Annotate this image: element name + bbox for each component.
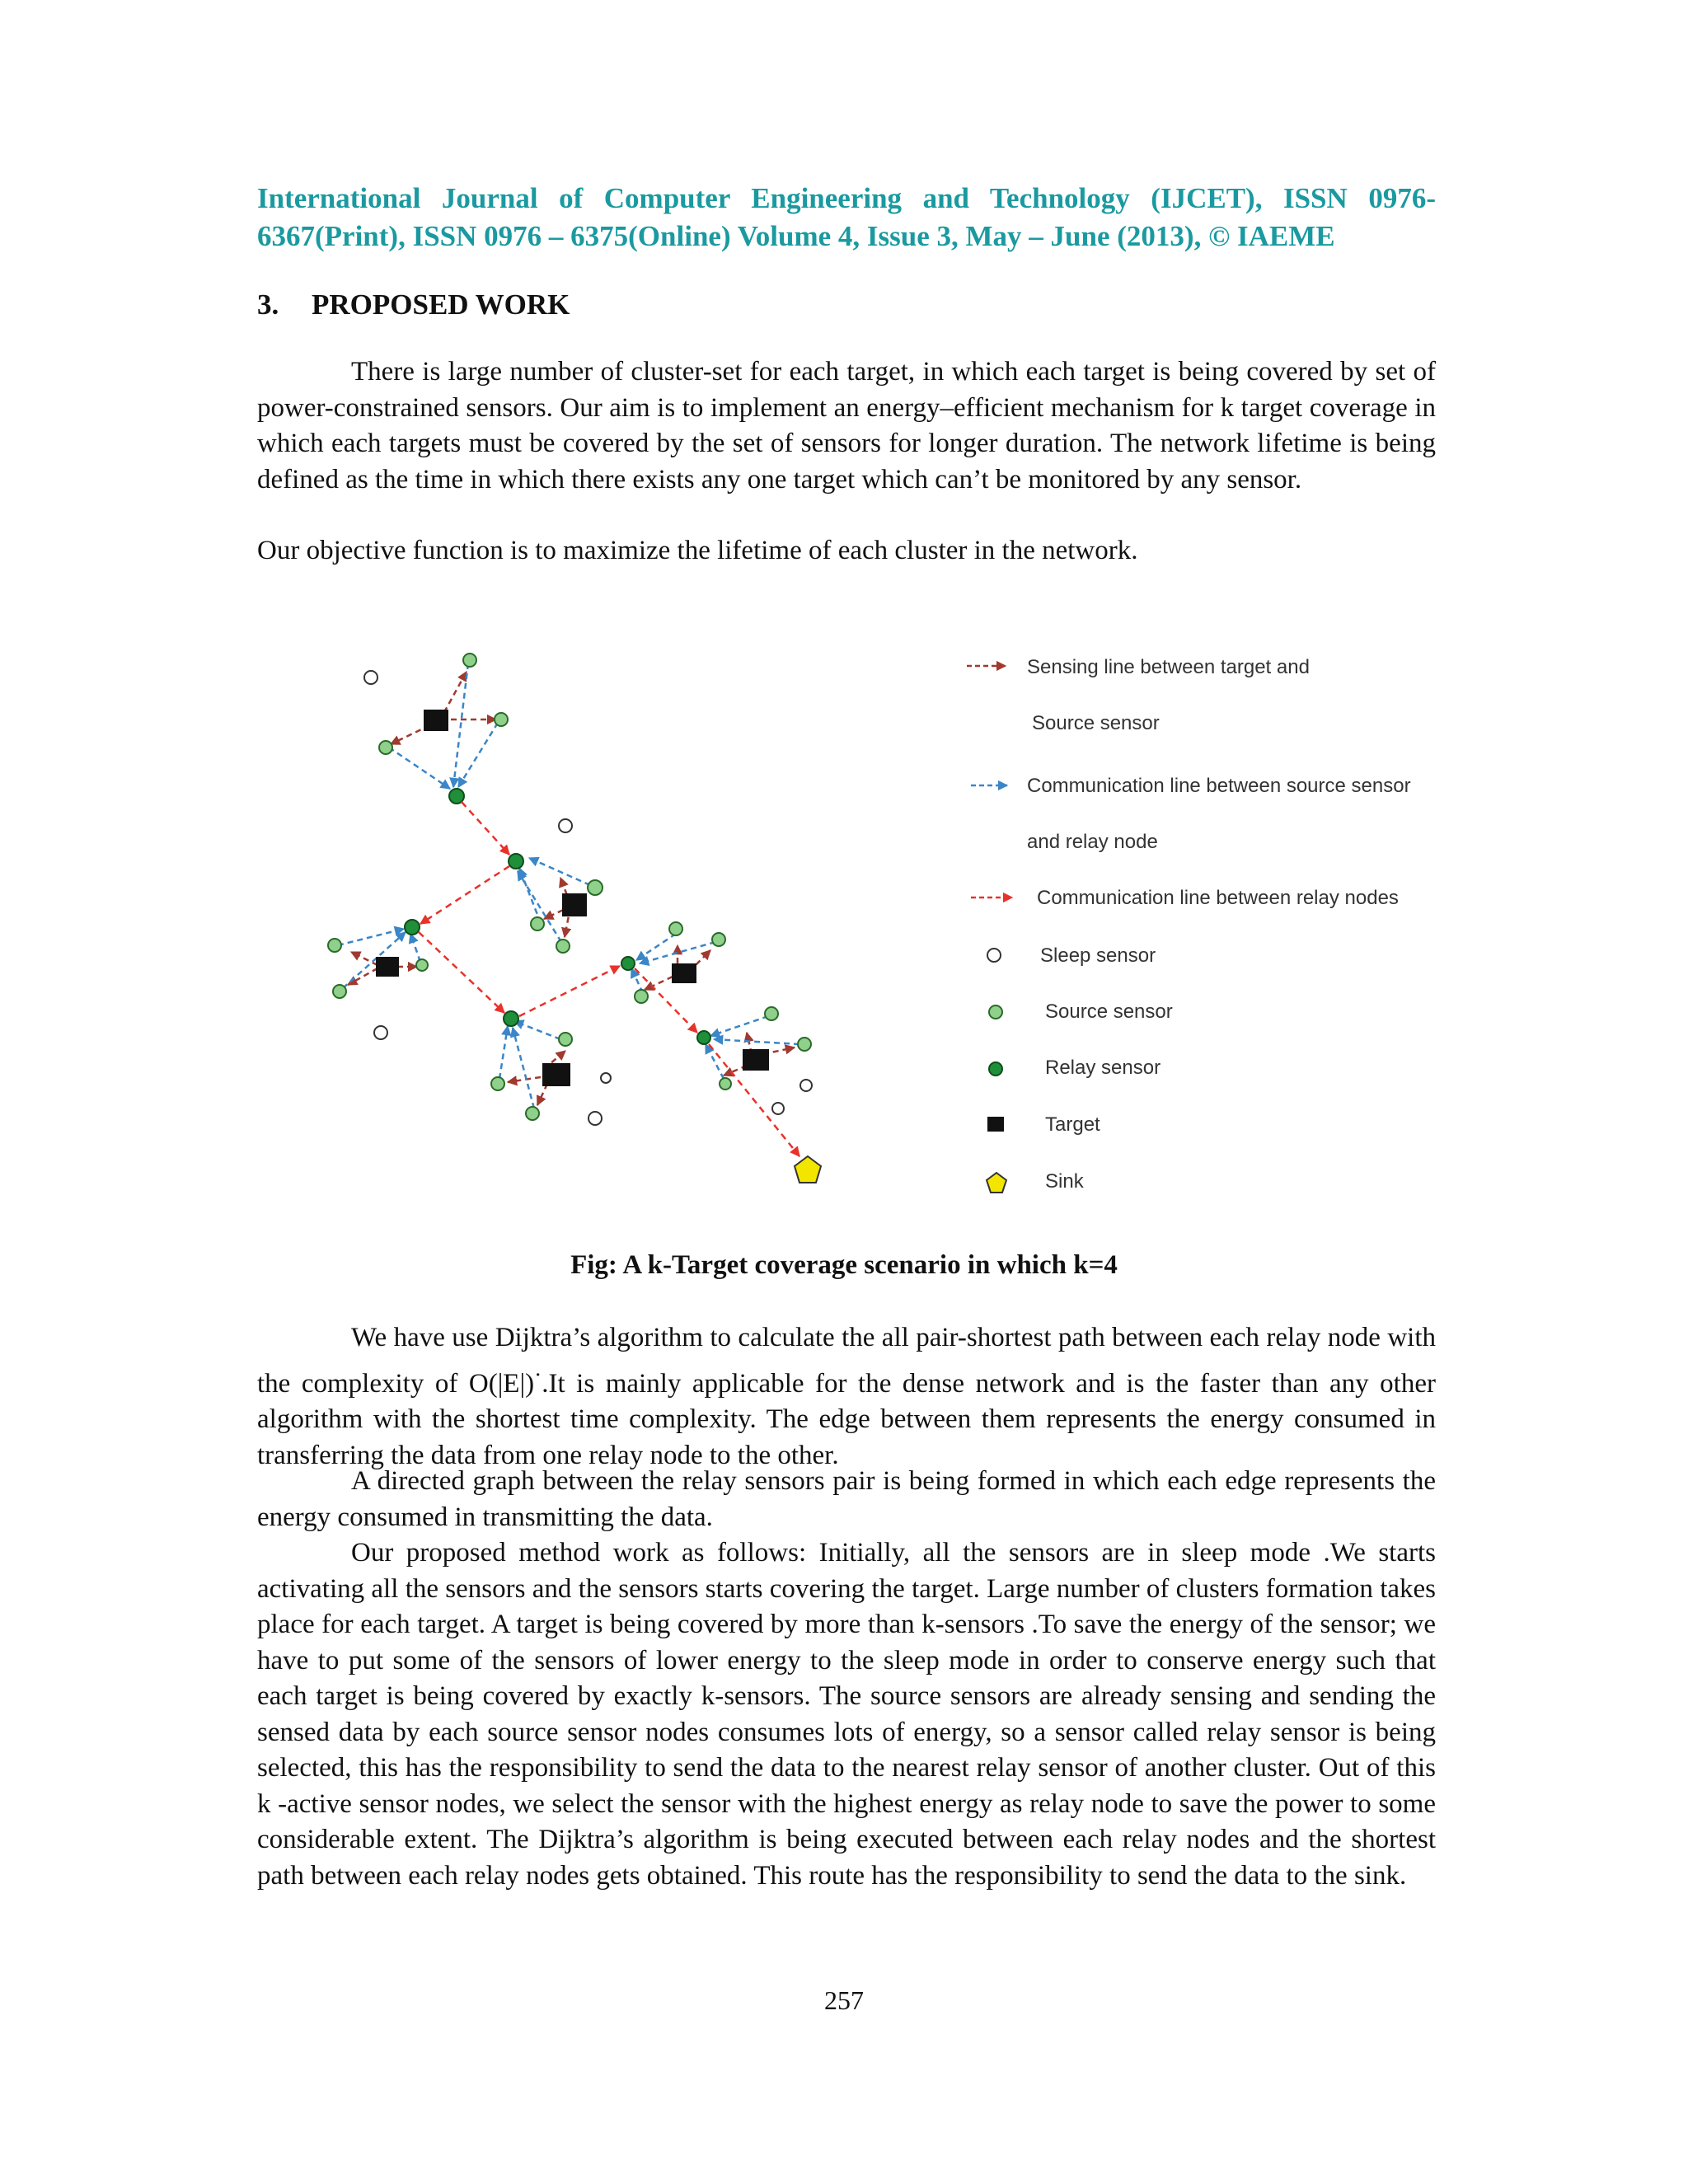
legend-comm-relay-label: Communication line between relay nodes — [1037, 887, 1399, 909]
journal-header — [257, 180, 1436, 255]
figure-caption: Fig: A k-Target coverage scenario in which k=4 — [570, 1250, 1118, 1280]
body-paragraph-3: Our proposed method work as follows: Initially, all the sensors are in sleep mode .We starts activating all the sensors and the sensors starts covering the target. Large number of clusters formation takes place for each target. A target is being covered by more than k-sensors .To save the energy of the sensor; we have to put some of the sensors of lower energy to the sleep mode in order to conserve energy such that each target is being covered by exactly k-sensors. The source sensors are already sensing and sending the sensed data by each source sensor nodes consumes lots of energy, so a sensor called relay sensor is being selected, this has the responsibility to send the data to the nearest relay sensor of another cluster. Out of this k -active sensor nodes, we select the sensor with the highest energy as relay node to save the power to some considerable extent. The Dijktra’s algorithm is being executed between each relay nodes and the shortest path between each relay nodes gets obtained. This route has the responsibility to send the data to the sink. — [257, 1538, 1436, 1891]
journal-header-line-2: 6367(Print), ISSN 0976 – 6375(Online) Volume 4, Issue 3, May – June (2013), © IAEME — [257, 220, 1335, 252]
cluster-1 — [364, 654, 508, 804]
legend-comm-source-relay-label-1: Communication line between source sensor — [1027, 775, 1411, 797]
sleep-sensor-node — [374, 1026, 387, 1039]
body-paragraph-1-superscript: · — [534, 1361, 542, 1387]
coverage-figure — [297, 639, 1451, 1216]
relay-sensor-node — [405, 920, 420, 935]
intro-paragraph-2: Our objective function is to maximize the lifetime of each cluster in the network. — [257, 536, 1138, 565]
intro-paragraph-1: There is large number of cluster-set for each target, in which each target is being covered by set of power-constrained sensors. Our aim is to implement an energy–efficient mechanism for k target coverage in which each targets must be covered by the set of sensors for longer duration. The network lifetime is being defined as the time in which there exists any one target which can’t be monitored by any sensor. — [257, 357, 1436, 494]
section-number: 3. — [257, 288, 279, 321]
section-heading — [257, 287, 570, 323]
legend-relay-label: Relay sensor — [1045, 1057, 1161, 1079]
body-paragraph-1 — [257, 1320, 1436, 1474]
relay-sensor-node — [509, 854, 523, 869]
sleep-sensor-node — [559, 819, 572, 832]
source-sensor-node — [720, 1078, 731, 1090]
body-paragraph-2: A directed graph between the relay sensors pair is being formed in which each edge represents the energy consumed in transmitting the data. — [257, 1466, 1436, 1532]
journal-header-line-1: International Journal of Computer Engineering and Technology (IJCET), ISSN 0976- — [257, 182, 1436, 214]
legend-relay-icon — [989, 1062, 1002, 1076]
target-node — [743, 1049, 769, 1071]
source-sensor-node — [556, 940, 570, 953]
sleep-sensor-node — [800, 1080, 812, 1091]
sleep-sensor-node — [772, 1103, 784, 1114]
source-sensor-node — [712, 933, 725, 946]
body-paragraph-1-part-b: .It is mainly applicable for the dense network and is the faster than any other algorithm with the shortest time complexity. The edge between them represents the energy consumed in transferring the data from one relay node to the other. — [257, 1368, 1436, 1470]
legend-sleep-icon — [987, 949, 1001, 962]
legend — [967, 656, 1411, 1193]
sink-node — [795, 1156, 821, 1183]
target-node — [562, 893, 587, 916]
source-sensor-node — [531, 917, 544, 930]
section-title: PROPOSED WORK — [312, 288, 570, 321]
relay-sensor-node — [504, 1011, 518, 1026]
cluster-3 — [328, 920, 428, 1039]
legend-target-label: Target — [1045, 1113, 1100, 1136]
target-node — [424, 710, 448, 731]
source-sensor-node — [463, 654, 476, 667]
legend-sensing-line-label-2: Source sensor — [1032, 712, 1160, 734]
target-node — [542, 1063, 570, 1086]
target-node — [376, 957, 399, 977]
legend-sink-icon — [987, 1173, 1006, 1193]
legend-source-icon — [989, 1005, 1002, 1019]
legend-target-icon — [987, 1117, 1004, 1132]
source-sensor-node — [333, 985, 346, 998]
legend-comm-source-relay-label-2: and relay node — [1027, 831, 1158, 853]
target-node — [672, 963, 696, 983]
source-sensor-node — [526, 1107, 539, 1120]
cluster-4 — [491, 1011, 611, 1125]
source-sensor-node — [635, 990, 648, 1003]
source-sensor-node — [491, 1077, 504, 1090]
source-sensor-node — [495, 713, 508, 726]
legend-source-label: Source sensor — [1045, 1001, 1173, 1023]
source-sensor-node — [669, 922, 682, 935]
sleep-sensor-node — [364, 671, 377, 684]
page-number: 257 — [824, 1985, 864, 2015]
source-sensor-node — [798, 1038, 811, 1051]
sleep-sensor-node — [588, 1112, 602, 1125]
source-sensor-node — [765, 1007, 778, 1020]
relay-sensor-node — [697, 1031, 710, 1044]
relay-sensor-node — [621, 957, 635, 970]
source-sensor-node — [588, 880, 603, 895]
cluster-2 — [509, 819, 603, 953]
legend-sleep-label: Sleep sensor — [1040, 944, 1156, 967]
source-sensor-node — [559, 1033, 572, 1046]
source-sensor-node — [379, 741, 392, 754]
legend-sink-label: Sink — [1045, 1170, 1084, 1193]
relay-path — [419, 802, 799, 1156]
relay-sensor-node — [449, 789, 464, 804]
cluster-6 — [697, 1007, 812, 1114]
cluster-5 — [621, 922, 725, 1003]
coverage-diagram — [297, 639, 1451, 1216]
sleep-sensor-node — [601, 1073, 611, 1083]
source-sensor-node — [328, 939, 341, 952]
body-paragraph-1-part-a: We have use Dijktra’s algorithm to calculate the all pair-shortest path between each relay node with the complexity of O(|E|) — [257, 1323, 1436, 1399]
legend-sensing-line-label-1: Sensing line between target and — [1027, 656, 1310, 678]
source-sensor-node — [416, 959, 428, 971]
